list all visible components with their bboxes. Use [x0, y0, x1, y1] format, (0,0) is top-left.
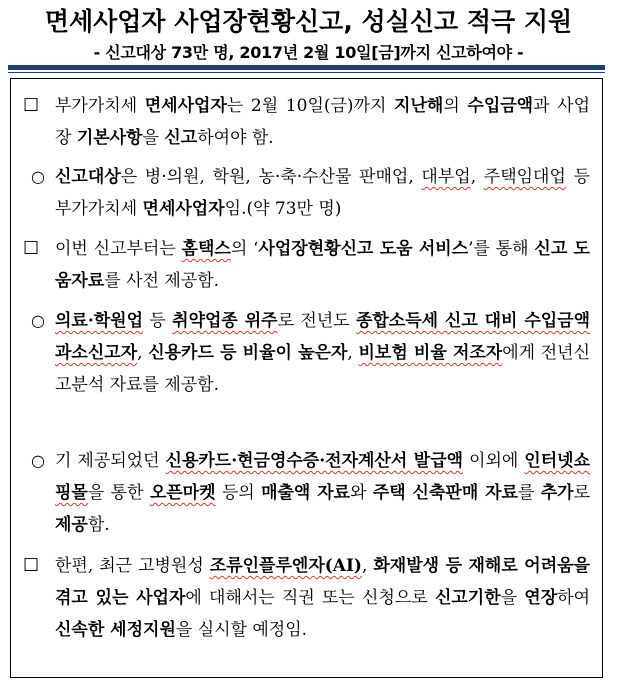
circle-bullet-icon: ○ — [31, 311, 45, 330]
bullet-text-2: 이번 신고부터는 홈택스의 ‘사업장현황신고 도움 서비스’를 통해 신고 도움자료를 사전 제공함. — [55, 239, 590, 291]
circle-bullet-icon: ○ — [31, 167, 45, 186]
page-title: 면세사업자 사업장현황신고, 성실신고 적극 지원 — [44, 7, 573, 36]
bullet-text-3: 한편, 최근 고병원성 조류인플루엔자(AI), 화재발생 등 재해로 어려움을 겪고 있는 사업자에 대해서는 직권 또는 신청으로 신고기한을 연장하여 신속한 세정지원을 실시할 예정임. — [55, 556, 590, 640]
square-bullet-icon: ☐ — [23, 95, 40, 116]
content-box — [10, 78, 603, 678]
circle-bullet-icon: ○ — [31, 451, 45, 470]
square-bullet-icon: ☐ — [23, 238, 40, 259]
page-subtitle: - 신고대상 73만 명, 2017년 2월 10일[금]까지 신고하여야 - — [93, 43, 524, 62]
header-rule-thick — [8, 65, 605, 70]
header-rule-thin — [8, 72, 605, 73]
square-bullet-icon: ☐ — [23, 555, 40, 576]
sub-text-2: 의료·학원업 등 취약업종 위주로 전년도 종합소득세 신고 대비 수입금액 과소신고자, 신용카드 등 비율이 높은자, 비보험 비율 저조자에게 전년신고분석 자료를 제공함. — [55, 311, 591, 395]
sub-text-1: 신고대상은 병·의원, 학원, 농·축·수산물 판매업, 대부업, 주택임대업 등 부가가치세 면세사업자임.(약 73만 명) — [55, 167, 590, 219]
sub-text-3: 기 제공되었던 신용카드·현금영수증·전자계산서 발급액 이외에 인터넷쇼핑몰을 통한 오픈마켓 등의 매출액 자료와 주택 신축판매 자료를 추가로 제공함. — [55, 451, 591, 535]
bullet-text-1: 부가가치세 면세사업자는 2월 10일(금)까지 지난해의 수입금액과 사업장 기본사항을 신고하여야 함. — [55, 96, 590, 148]
